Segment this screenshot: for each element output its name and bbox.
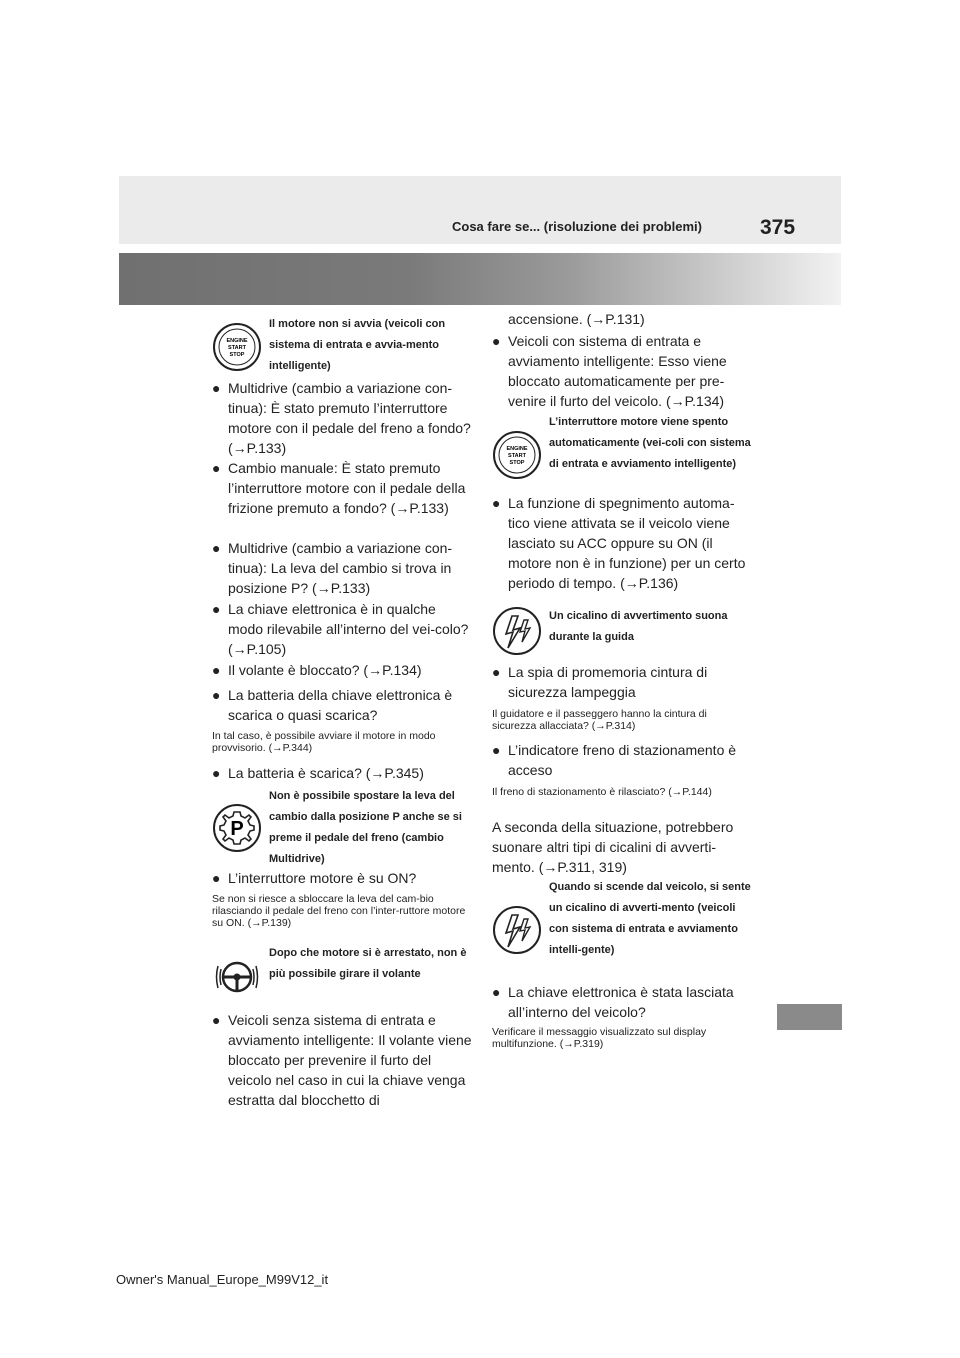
icon-park-letter: P	[230, 818, 244, 840]
shift-lock-gear-icon	[212, 803, 262, 853]
section-title: Il motore non si avvia (veicoli con sistema di entrata e avvia-mento intelligente)	[269, 318, 446, 372]
footer-text: Owner's Manual_Europe_M99V12_it	[116, 1272, 329, 1287]
section-title: Dopo che motore si è arrestato, non è più possibile girare il volante	[269, 947, 467, 980]
bullet-dot: ●	[212, 870, 221, 886]
bullet-item	[212, 458, 474, 518]
bullet-item	[212, 538, 474, 598]
note-text: Se non si riesce a sbloccare la leva del cam-bio rilasciando il pedale del freno con l’inter-ruttore motore su ON. (→P.139)	[212, 893, 466, 929]
icon-text-start: START	[508, 453, 526, 459]
engine-start-stop-icon	[212, 322, 262, 372]
header-title: Cosa fare se... (risoluzione dei problemi)	[452, 219, 702, 234]
icon-text-stop: STOP	[509, 460, 525, 466]
continued-text	[492, 309, 754, 329]
bullet-text: Veicoli con sistema di entrata e avviamento intelligente: Esso viene bloccato automaticamente per pre-venire il furto del veicolo. (→P.134)	[508, 333, 727, 409]
bullet-text: La spia di promemoria cintura di sicurezza lampeggia	[508, 664, 708, 700]
note-text: Il guidatore e il passeggero hanno la cintura di sicurezza allacciata? (→P.314)	[492, 708, 707, 732]
bullet-dot: ●	[212, 540, 221, 556]
bullet-dot: ●	[212, 601, 221, 617]
icon-text-engine: ENGINE	[506, 446, 528, 452]
bullet-item	[212, 660, 474, 680]
bullet-text: La batteria della chiave elettronica è scarica o quasi scarica?	[228, 687, 453, 723]
page-number: 375	[760, 216, 796, 239]
steering-lock-icon	[212, 952, 262, 1002]
bullet-dot: ●	[492, 984, 501, 1000]
section-title: Quando si scende dal veicolo, si sente un cicalino di avverti-mento (veicoli con sistema di entrata e avviamento intelli-gente)	[549, 881, 751, 956]
bullet-text: L’indicatore freno di stazionamento è acceso	[508, 742, 737, 778]
bullet-item	[212, 685, 474, 725]
bullet-item	[212, 868, 474, 888]
bullet-item	[212, 1010, 474, 1110]
bullet-text: Multidrive (cambio a variazione con-tinua): La leva del cambio si trova in posizione P? (→P.133)	[228, 540, 453, 596]
section-title: L’interruttore motore viene spento automaticamente (vei-coli con sistema di entrata e avviamento intelligente)	[549, 416, 751, 470]
bullet-dot: ●	[212, 460, 221, 476]
section-title: Non è possibile spostare la leva del cambio dalla posizione P anche se si preme il pedale del freno (cambio Multidrive)	[269, 790, 462, 865]
bullet-text: Il volante è bloccato? (→P.134)	[228, 662, 422, 678]
bullet-text: La funzione di spegnimento automa-tico viene attivata se il veicolo viene lasciato su ACC oppure su ON (il motore non è in funzione) per un certo periodo di tempo. (→P.136)	[508, 495, 746, 591]
bullet-item	[492, 493, 754, 593]
bullet-item	[212, 763, 474, 783]
section-gradient-bar	[119, 253, 841, 305]
bullet-text: La batteria è scarica? (→P.345)	[228, 765, 424, 781]
bullet-item	[492, 740, 754, 780]
bullet-dot: ●	[492, 664, 501, 680]
bullet-text: La chiave elettronica è in qualche modo rilevabile all’interno del vei-colo? (→P.105)	[228, 601, 469, 657]
icon-text-start: START	[228, 345, 246, 351]
bullet-text: L’interruttore motore è su ON?	[228, 870, 417, 886]
note-text: In tal caso, è possibile avviare il motore in modo provvisorio. (→P.344)	[212, 730, 436, 754]
warning-buzzer-icon	[492, 905, 542, 955]
bullet-text: La chiave elettronica è stata lasciata all’interno del veicolo?	[508, 984, 734, 1020]
bullet-item	[492, 331, 754, 411]
continued-text-line: accensione. (→P.131)	[508, 311, 645, 327]
section-title: Un cicalino di avvertimento suona durante la guida	[549, 610, 728, 643]
bullet-text: Multidrive (cambio a variazione con-tinua): È stato premuto l’interruttore motore con il pedale del freno a fondo? (→P.133)	[228, 380, 471, 456]
bullet-dot: ●	[212, 765, 221, 781]
bullet-dot: ●	[492, 495, 501, 511]
bullet-text: Veicoli senza sistema di entrata e avviamento intelligente: Il volante viene bloccato per prevenire il furto del veicolo nel caso in cui la chiave venga estratta dal blocchetto di	[228, 1012, 472, 1108]
bullet-dot: ●	[492, 742, 501, 758]
bullet-item	[212, 599, 474, 659]
bullet-dot: ●	[212, 380, 221, 396]
bullet-dot: ●	[212, 662, 221, 678]
bullet-text: Cambio manuale: È stato premuto l’interruttore motore con il pedale della frizione premuto a fondo? (→P.133)	[228, 460, 466, 516]
warning-buzzer-icon	[492, 606, 542, 656]
paragraph-text: A seconda della situazione, potrebbero suonare altri tipi di cicalini di avverti-mento. (→P.311, 319)	[492, 819, 734, 875]
icon-text-engine: ENGINE	[226, 338, 248, 344]
bullet-dot: ●	[212, 1012, 221, 1028]
bullet-dot: ●	[492, 333, 501, 349]
bullet-dot: ●	[212, 687, 221, 703]
bullet-item	[492, 662, 754, 702]
chapter-tab	[777, 1004, 842, 1030]
bullet-item	[492, 982, 754, 1022]
bullet-item	[212, 378, 474, 458]
note-text: Il freno di stazionamento è rilasciato? (→P.144)	[492, 786, 712, 798]
icon-text-stop: STOP	[229, 352, 245, 358]
engine-start-stop-icon	[492, 430, 542, 480]
note-text: Verificare il messaggio visualizzato sul display multifunzione. (→P.319)	[492, 1026, 707, 1050]
